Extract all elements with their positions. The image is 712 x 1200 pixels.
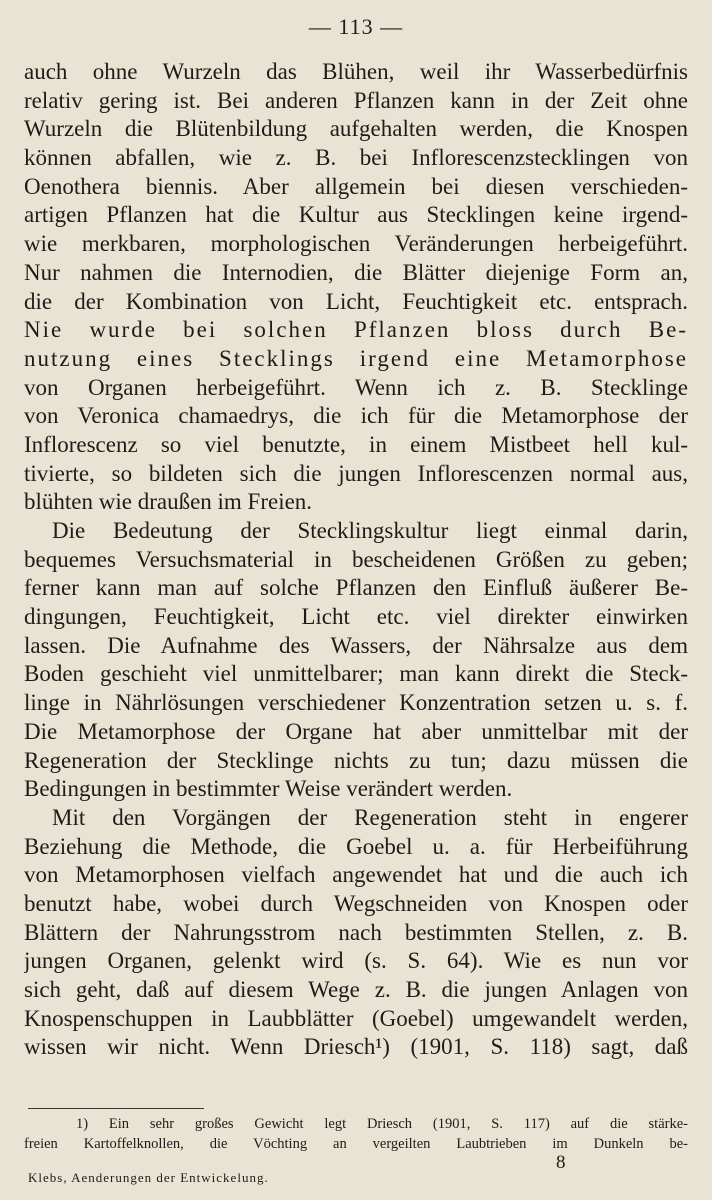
text-line: Mit den Vorgängen der Regeneration steht in engerer [52, 804, 688, 830]
footnote-line: freien Kartoffelknollen, die Vöchting an vergeilten Laubtrieben im Dunkeln be- [24, 1136, 688, 1152]
text-line: relativ gering ist. Bei anderen Pflanzen kann in der Zeit ohne [24, 87, 688, 113]
text-line: Blättern der Nahrungsstrom nach bestimmten Stellen, z. B. [24, 919, 688, 945]
text-line: die der Kombination von Licht, Feuchtigkeit etc. entsprach. [24, 288, 688, 314]
text-line: Bedingungen in bestimmter Weise verändert werden. [24, 776, 513, 802]
text-line: ferner kann man auf solche Pflanzen den Einfluß äußerer Be- [24, 575, 688, 601]
text-line: von Organen herbeigeführt. Wenn ich z. B. Stecklinge [24, 374, 688, 400]
text-line: Nie wurde bei solchen Pflanzen bloss durch Be- [24, 317, 688, 343]
page-number: — 113 — [308, 14, 404, 39]
text-line: können abfallen, wie z. B. bei Inflorescenzstecklingen von [24, 145, 688, 171]
text-line: dingungen, Feuchtigkeit, Licht etc. viel direkter einwirken [24, 604, 688, 630]
text-line: sich geht, daß auf diesem Wege z. B. die jungen Anlagen von [24, 977, 688, 1002]
text-line: jungen Organen, gelenkt wird (s. S. 64). Wie es nun vor [24, 948, 688, 974]
text-line: von Metamorphosen vielfach angewendet hat und die auch ich [24, 862, 688, 888]
footnote-line: 1) Ein sehr großes Gewicht legt Driesch (1901, S. 117) auf die stärke- [76, 1116, 688, 1132]
text-line: Beziehung die Methode, die Goebel u. a. für Herbeiführung [24, 833, 688, 859]
text-line: blühten wie draußen im Freien. [24, 489, 313, 515]
text-line: artigen Pflanzen hat die Kultur aus Stecklingen keine irgend- [24, 202, 688, 228]
text-line: lassen. Die Aufnahme des Wassers, der Nährsalze aus dem [24, 632, 688, 658]
text-line: wie merkbaren, morphologischen Veränderungen herbeigeführt. [24, 231, 688, 257]
text-line: Boden geschieht viel unmittelbarer; man kann direkt die Steck- [24, 661, 688, 687]
text-line: Die Metamorphose der Organe hat aber unmittelbar mit der [24, 718, 688, 744]
text-line: Nur nahmen die Internodien, die Blätter diejenige Form an, [24, 259, 688, 285]
text-line: benutzt habe, wobei durch Wegschneiden von Knospen oder [24, 890, 688, 916]
signature-line: Klebs, Aenderungen der Entwickelung. [28, 1170, 269, 1185]
text-line: tivierte, so bildeten sich die jungen Inflorescenzen normal aus, [24, 460, 688, 486]
sheet-number: 8 [556, 1152, 566, 1173]
footnote [24, 1114, 688, 1154]
text-line: linge in Nährlösungen verschiedener Konzentration setzen u. s. f. [24, 690, 688, 716]
footnote-divider [28, 1108, 204, 1109]
text-line: bequemes Versuchsmaterial in bescheidenen Größen zu geben; [24, 546, 688, 572]
text-line: wissen wir nicht. Wenn Driesch¹) (1901, S. 118) sagt, daß [24, 1034, 688, 1060]
text-line: Inflorescenz so viel benutzte, in einem Mistbeet hell kul- [24, 431, 688, 457]
text-line: Die Bedeutung der Stecklingskultur liegt einmal darin, [52, 518, 688, 543]
text-line: Wurzeln die Blütenbildung aufgehalten werden, die Knospen [24, 116, 688, 142]
text-line: von Veronica chamaedrys, die ich für die Metamorphose der [24, 403, 688, 429]
text-line: nutzung eines Stecklings irgend eine Metamorphose [24, 345, 688, 371]
text-line: Knospenschuppen in Laubblätter (Goebel) umgewandelt werden, [24, 1005, 688, 1031]
body-text [24, 58, 688, 1062]
text-line: Oenothera biennis. Aber allgemein bei diesen verschieden- [24, 173, 688, 199]
text-line: Regeneration der Stecklinge nichts zu tun; dazu müssen die [24, 747, 688, 773]
text-line: auch ohne Wurzeln das Blühen, weil ihr Wasserbedürfnis [24, 59, 688, 84]
